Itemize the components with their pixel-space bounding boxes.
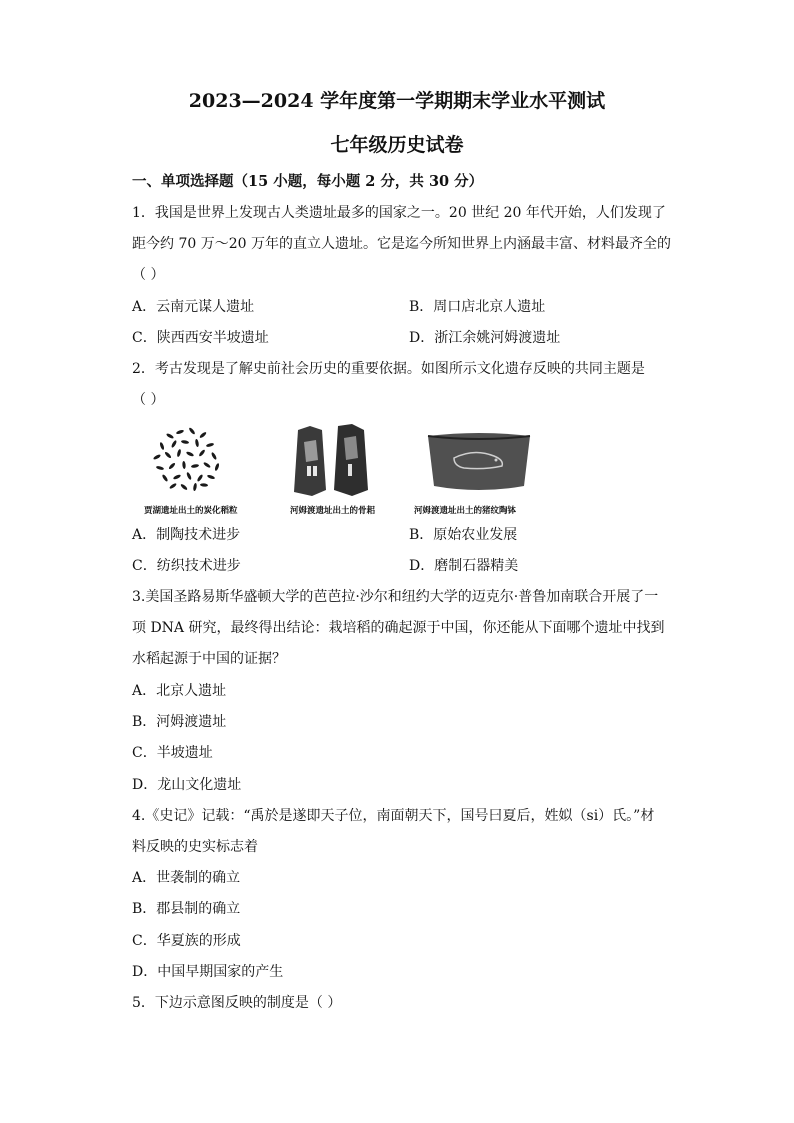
q4-option-d: D．中国早期国家的产生	[132, 964, 284, 980]
q1-answer-blank: （ ）	[132, 267, 165, 283]
q3-option-c: C．半坡遗址	[132, 745, 213, 761]
q3-option-b: B．河姆渡遗址	[132, 714, 227, 730]
q4-stem-line1: 4.《史记》记载：“禹於是遂即天子位，南面朝天下，国号曰夏后，姓姒（si）氏。”材	[132, 808, 655, 824]
q4-option-a: A．世袭制的确立	[132, 870, 241, 886]
q3-stem-line2: 项 DNA 研究，最终得出结论：栽培稻的确起源于中国，你还能从下面哪个遗址中找到	[132, 620, 665, 636]
bone-spade-image	[290, 420, 372, 498]
q1-option-a: A．云南元谋人遗址	[132, 299, 255, 315]
q2-stem: 2．考古发现是了解史前社会历史的重要依据。如图所示文化遗存反映的共同主题是	[132, 361, 645, 377]
q1-stem-line1: 1．我国是世界上发现古人类遗址最多的国家之一。20 世纪 20 年代开始，人们发现了	[132, 205, 666, 221]
q4-option-c: C．华夏族的形成	[132, 933, 241, 949]
q3-stem-line3: 水稻起源于中国的证据？	[132, 651, 286, 667]
exam-subtitle: 七年级历史试卷	[330, 134, 464, 156]
q2-caption-3: 河姆渡遗址出土的猪纹陶钵	[414, 506, 517, 516]
q2-option-d: D．磨制石器精美	[409, 558, 519, 574]
q2-caption-2: 河姆渡遗址出土的骨耜	[290, 506, 376, 516]
rice-grains-image	[148, 422, 226, 496]
q2-answer-blank: （ ）	[132, 392, 165, 408]
q1-option-c: C．陕西西安半坡遗址	[132, 330, 269, 346]
q2-caption-1: 贾湖遗址出土的炭化稻粒	[144, 506, 238, 516]
exam-title: 2023—2024 学年度第一学期期末学业水平测试	[188, 90, 606, 112]
q3-option-d: D．龙山文化遗址	[132, 777, 242, 793]
q4-option-b: B．郡县制的确立	[132, 901, 241, 917]
q5-stem: 5．下边示意图反映的制度是（ ）	[132, 995, 342, 1011]
q1-option-b: B．周口店北京人遗址	[409, 299, 546, 315]
q4-stem-line2: 料反映的史实标志着	[132, 839, 258, 855]
q3-stem-line1: 3.美国圣路易斯华盛顿大学的芭芭拉·沙尔和纽约大学的迈克尔·普鲁加南联合开展了一	[132, 589, 659, 605]
q2-option-b: B．原始农业发展	[409, 527, 518, 543]
q2-option-c: C．纺织技术进步	[132, 558, 241, 574]
q1-stem-line2: 距今约 70 万～20 万年的直立人遗址。它是迄今所知世界上内涵最丰富、材料最齐全的	[132, 236, 671, 252]
pig-pottery-bowl-image	[424, 430, 534, 496]
q3-option-a: A．北京人遗址	[132, 683, 227, 699]
q2-option-a: A．制陶技术进步	[132, 527, 241, 543]
section-heading: 一、单项选择题（15 小题，每小题 2 分，共 30 分）	[132, 173, 484, 190]
q1-option-d: D．浙江余姚河姆渡遗址	[409, 330, 561, 346]
